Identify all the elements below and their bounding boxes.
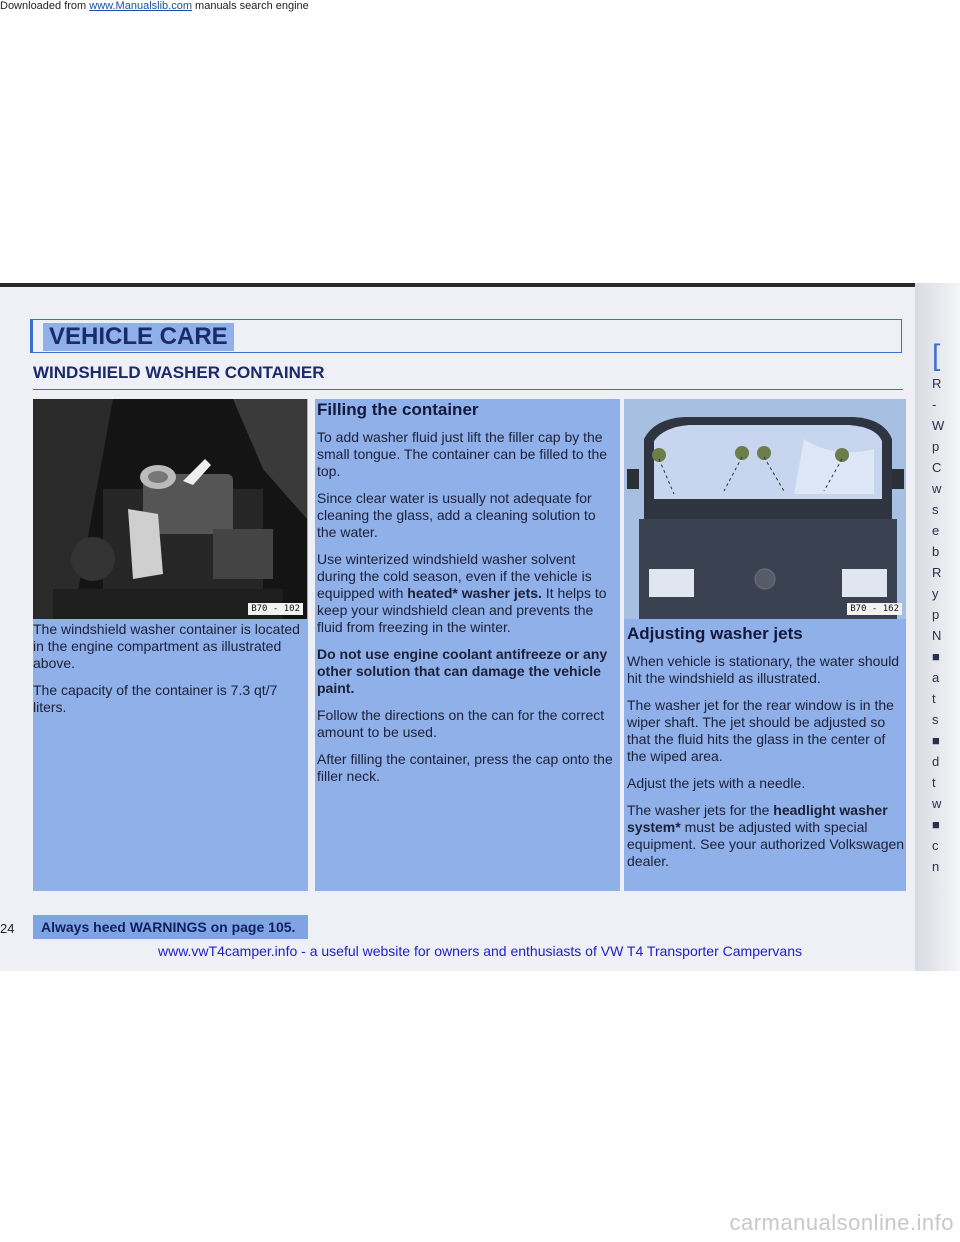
paragraph: Follow the directions on the can for the correct amount to be used. [317, 707, 605, 740]
filling-heading: Filling the container [317, 400, 479, 419]
warnings-notice: Always heed WARNINGS on page 105. [33, 915, 308, 939]
edge-letter: w [932, 481, 942, 496]
edge-letter: N [932, 628, 942, 643]
paragraph: The washer jet for the rear window is in the wiper shaft. The jet should be adjusted so that the fluid hits the glass in the center of the wiped area. [627, 697, 894, 764]
column-3-text [627, 623, 905, 880]
paragraph: When vehicle is stationary, the water should hit the windshield as illustrated. [627, 653, 900, 686]
edge-letter: y [932, 586, 939, 601]
edge-letter: t [932, 775, 936, 790]
edge-letter: c [932, 838, 939, 853]
banner-title: VEHICLE CARE [43, 323, 234, 351]
edge-letter: s [932, 712, 939, 727]
edge-letter: t [932, 691, 936, 706]
paragraph: The windshield washer container is located in the engine compartment as illustrated above. [33, 621, 300, 671]
edge-letter: C [932, 460, 942, 475]
edge-letter: w [932, 796, 942, 811]
download-source-line: Downloaded from www.Manualslib.com manuals search engine [0, 0, 309, 12]
edge-letter: d [932, 754, 940, 769]
edge-letter: a [932, 670, 940, 685]
edge-letter: [ [932, 339, 941, 372]
page-top-edge [0, 283, 960, 287]
paragraph: Adjust the jets with a needle. [627, 775, 806, 791]
edge-letter: ■ [932, 649, 940, 664]
van-front-illustration [624, 399, 906, 619]
photo-1-reference: B70 - 102 [248, 603, 303, 615]
engine-illustration [33, 399, 307, 619]
paragraph: The capacity of the container is 7.3 qt/7 liters. [33, 682, 278, 715]
page-number: 24 [0, 921, 15, 936]
edge-letter: R [932, 565, 942, 580]
edge-letter: R [932, 376, 942, 391]
footer-website-text: www.vwT4camper.info - a useful website for owners and enthusiasts of VW T4 Transporter Campervans [157, 943, 803, 959]
paragraph: After filling the container, press the cap onto the filler neck. [317, 751, 613, 784]
edge-letter: b [932, 544, 940, 559]
edge-letter: e [932, 523, 940, 538]
engine-compartment-photo [33, 399, 307, 619]
banner-box [30, 319, 902, 353]
manual-page [0, 283, 960, 971]
windshield-jets-photo [624, 399, 906, 619]
paragraph: The washer jets for the headlight washer system* must be adjusted with special equipment. See your authorized Volkswagen dealer. [627, 802, 905, 869]
edge-letter: W [932, 418, 945, 433]
edge-letter: n [932, 859, 940, 874]
edge-letter: p [932, 607, 940, 622]
warning-paragraph: Do not use engine coolant antifreeze or any other solution that can damage the vehicle paint. [317, 646, 608, 696]
edge-letter: ■ [932, 817, 940, 832]
adjacent-page-letters [932, 339, 958, 877]
section-divider [33, 389, 903, 390]
paragraph: To add washer fluid just lift the filler cap by the small tongue. The container can be filled to the top. [317, 429, 608, 479]
paragraph: Use winterized windshield washer solvent during the cold season, even if the vehicle is equipped with heated* washer jets. It helps to keep your windshield clean and prevents the fluid from freezing in the winter. [317, 551, 607, 635]
section-title: WINDSHIELD WASHER CONTAINER [33, 363, 325, 382]
edge-letter: s [932, 502, 939, 517]
edge-letter: ■ [932, 733, 940, 748]
adjusting-heading: Adjusting washer jets [627, 624, 803, 643]
edge-letter: p [932, 439, 940, 454]
column-2-text [317, 399, 617, 795]
edge-letter: - [932, 397, 937, 412]
paragraph: Since clear water is usually not adequate for cleaning the glass, add a cleaning solution to the water. [317, 490, 596, 540]
site-watermark: carmanualsonline.info [729, 1210, 954, 1235]
photo-2-reference: B70 - 162 [847, 603, 902, 615]
column-1-text [33, 621, 305, 726]
manualslib-link[interactable]: www.Manualslib.com [89, 0, 192, 12]
